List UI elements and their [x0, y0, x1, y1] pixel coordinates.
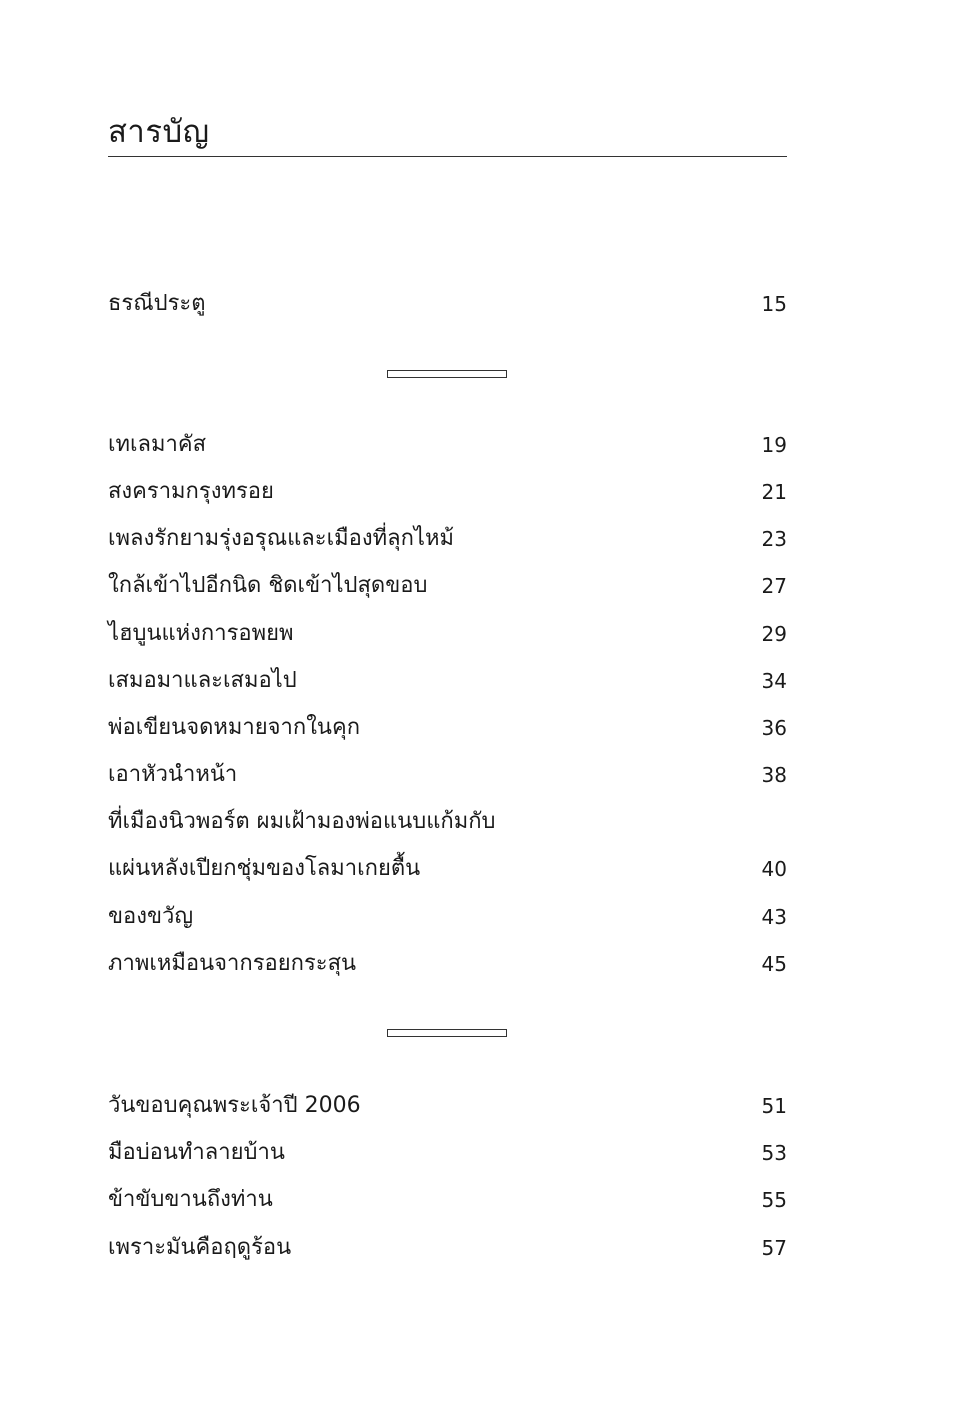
toc-entry-title: แผ่นหลังเปียกชุ่มของโลมาเกยตื้น	[108, 856, 421, 881]
toc-entry-page: 53	[761, 1141, 787, 1165]
toc-entry-page: 45	[761, 952, 787, 976]
title-rule	[108, 156, 787, 157]
toc-entry[interactable]	[108, 476, 787, 508]
toc-entry[interactable]	[108, 429, 787, 461]
toc-entry-title: ไฮบูนแห่งการอพยพ	[108, 621, 294, 646]
toc-entry-page: 34	[761, 669, 787, 693]
section-divider	[387, 370, 507, 378]
toc-entry-page: 15	[761, 292, 787, 316]
toc-entry-title: พ่อเขียนจดหมายจากในคุก	[108, 715, 361, 740]
toc-entry[interactable]	[108, 712, 787, 744]
toc-entry[interactable]	[108, 1184, 787, 1216]
toc-entry-title: ธรณีประตู	[108, 291, 206, 316]
toc-entry-title: ภาพเหมือนจากรอยกระสุน	[108, 951, 357, 976]
toc-entry[interactable]	[108, 1232, 787, 1264]
toc-entry-page: 55	[761, 1188, 787, 1212]
toc-entry-title: ข้าขับขานถึงท่าน	[108, 1187, 273, 1212]
toc-entry[interactable]	[108, 1090, 787, 1122]
toc-entry-page: 29	[761, 622, 787, 646]
toc-entry[interactable]	[108, 570, 787, 602]
toc-entry-page: 36	[761, 716, 787, 740]
toc-entry-page: 38	[761, 763, 787, 787]
toc-entry-title: มือบ่อนทำลายบ้าน	[108, 1140, 285, 1165]
toc-entry-title: เพราะมันคือฤดูร้อน	[108, 1235, 292, 1260]
toc-entry-title: สงครามกรุงทรอย	[108, 479, 274, 504]
toc-entry-page: 23	[761, 527, 787, 551]
toc-entry-title: ของขวัญ	[108, 904, 194, 929]
toc-entry[interactable]	[108, 759, 787, 791]
page-title: สารบัญ	[108, 114, 210, 150]
toc-entry-title: ใกล้เข้าไปอีกนิด ชิดเข้าไปสุดขอบ	[108, 573, 428, 598]
toc-entry[interactable]	[108, 901, 787, 933]
toc-entry-title: เอาหัวนำหน้า	[108, 762, 238, 787]
toc-entry-page: 40	[761, 857, 787, 881]
toc-entry[interactable]	[108, 806, 787, 838]
toc-entry[interactable]	[108, 618, 787, 650]
toc-entry-page: 43	[761, 905, 787, 929]
toc-entry[interactable]	[108, 665, 787, 697]
toc-entry[interactable]	[108, 948, 787, 980]
toc-entry-title: เทเลมาคัส	[108, 432, 207, 457]
toc-entry-title: วันขอบคุณพระเจ้าปี 2006	[108, 1093, 361, 1118]
toc-entry[interactable]	[108, 523, 787, 555]
toc-entry-page: 19	[761, 433, 787, 457]
toc-entry-title: เพลงรักยามรุ่งอรุณและเมืองที่ลุกไหม้	[108, 526, 454, 551]
toc-entry-title: เสมอมาและเสมอไป	[108, 668, 297, 693]
toc-entry[interactable]	[108, 288, 787, 320]
toc-entry[interactable]	[108, 1137, 787, 1169]
toc-entry-page: 21	[761, 480, 787, 504]
toc-entry-page: 57	[761, 1236, 787, 1260]
toc-entry-page: 27	[761, 574, 787, 598]
toc-entry-title: ที่เมืองนิวพอร์ต ผมเฝ้ามองพ่อแนบแก้มกับ	[108, 809, 496, 834]
toc-entry-page: 51	[761, 1094, 787, 1118]
section-divider	[387, 1029, 507, 1037]
toc-entry[interactable]	[108, 853, 787, 885]
